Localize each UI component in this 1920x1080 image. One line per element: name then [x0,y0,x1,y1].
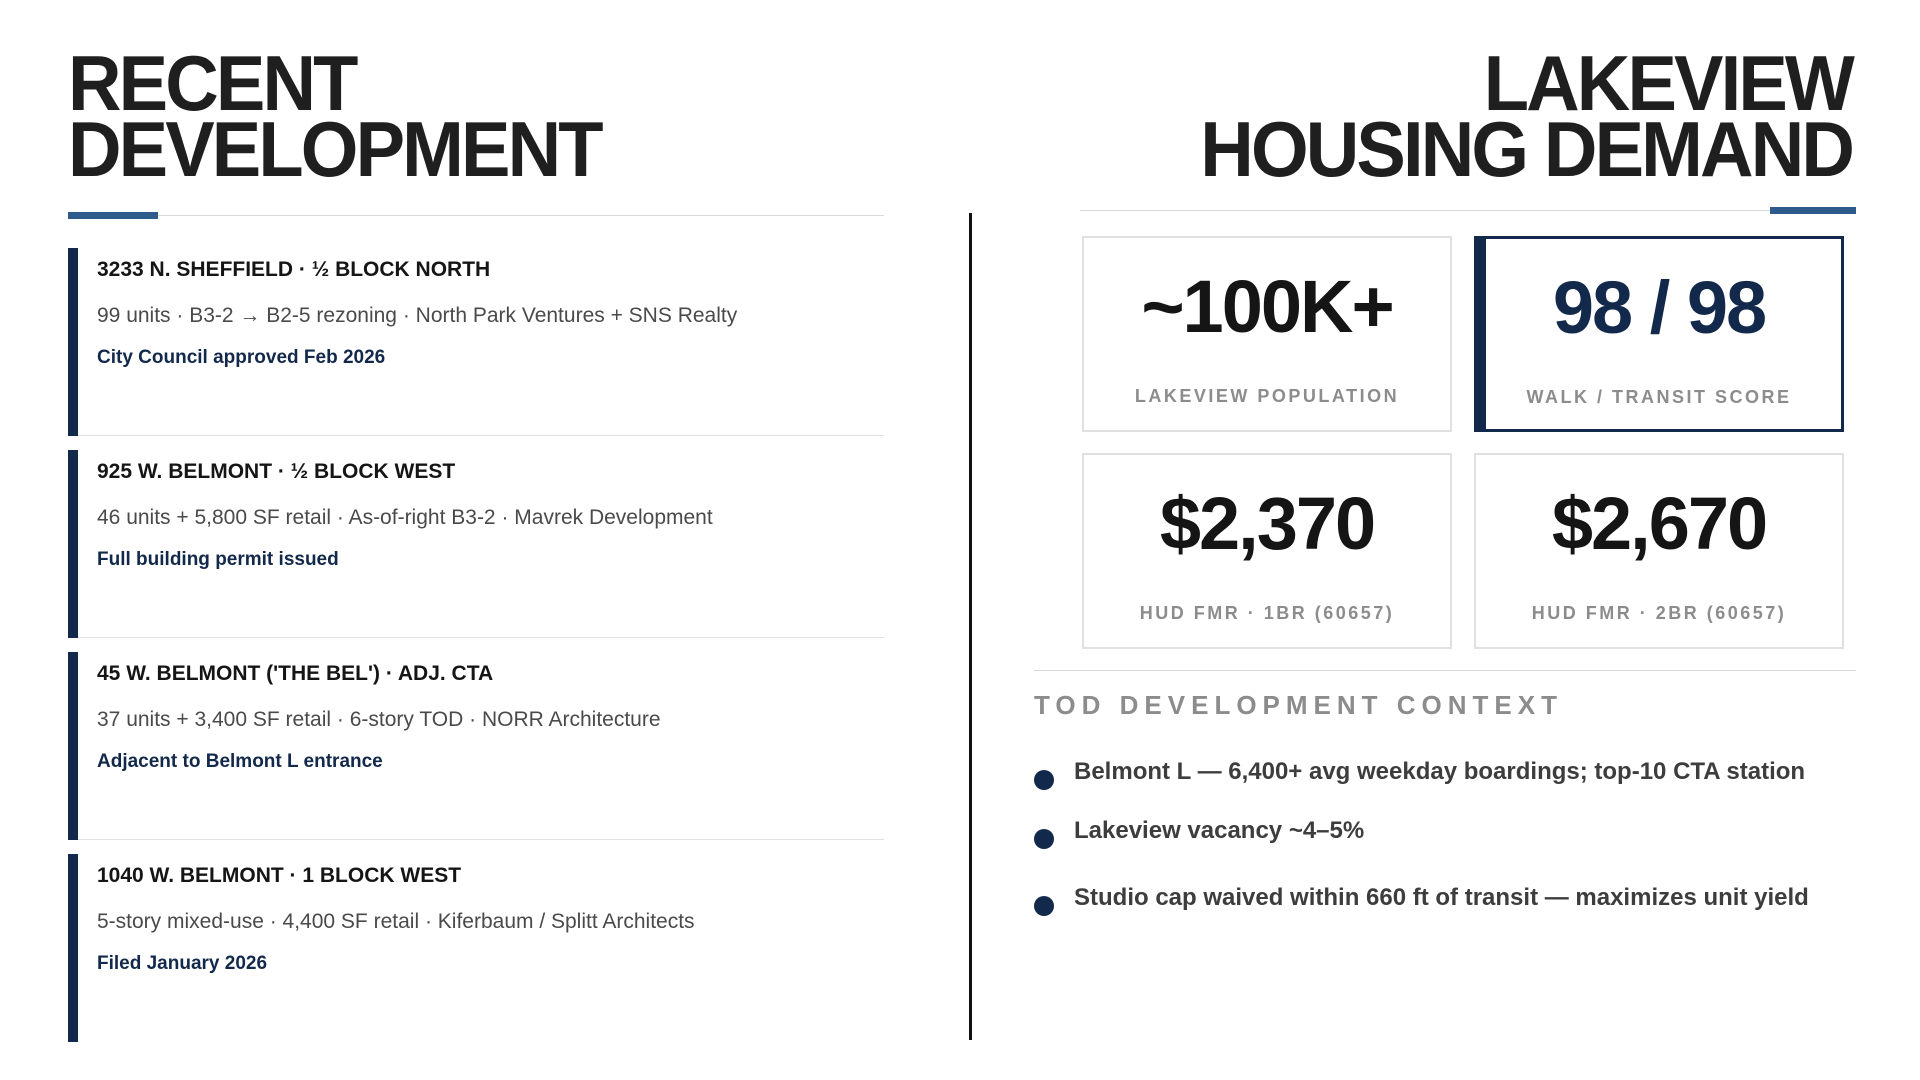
stat-card-population [1082,236,1452,432]
card-accent-bar [68,652,78,840]
right-title-accent [1770,207,1856,214]
stat-label: HUD FMR · 2BR (60657) [1531,603,1787,623]
development-card [68,450,884,638]
left-title-accent [68,212,158,219]
tod-context-heading: TOD DEVELOPMENT CONTEXT [1034,690,1563,720]
stat-card-walk-transit [1474,236,1844,432]
development-detail: 37 units + 3,400 SF retail · 6-story TOD · NORR Architecture [97,708,661,731]
card-separator [78,839,884,840]
stat-label: HUD FMR · 1BR (60657) [1139,603,1395,623]
card-separator [78,435,884,436]
bullet-dot-icon [1034,829,1054,849]
context-rule [1034,670,1856,671]
stat-value: ~100K+ [1141,265,1393,348]
column-divider [969,213,972,1040]
stat-value: $2,370 [1159,482,1375,565]
stat-value: $2,670 [1551,482,1767,565]
development-card [68,248,884,436]
stat-label: WALK / TRANSIT SCORE [1526,387,1792,407]
card-accent-bar [68,854,78,1042]
bullet-text: Belmont L — 6,400+ avg weekday boardings; top-10 CTA station [1074,758,1806,785]
development-heading: 45 W. BELMONT ('THE BEL') · ADJ. CTA [97,662,494,685]
development-heading: 3233 N. SHEFFIELD · ½ BLOCK NORTH [97,258,491,281]
development-detail: 5-story mixed-use · 4,400 SF retail · Kiferbaum / Splitt Architects [97,910,695,933]
card-separator [78,637,884,638]
bullet-text: Studio cap waived within 660 ft of transit — maximizes unit yield [1074,884,1809,911]
development-status: Adjacent to Belmont L entrance [97,751,383,772]
stat-card-fmr-1br [1082,453,1452,649]
title-line-2: DEVELOPMENT [68,105,601,193]
title-line-1: LAKEVIEW [1483,39,1852,127]
card-accent-bar [68,450,78,638]
development-card [68,652,884,840]
housing-demand-title [1200,39,1852,193]
stat-label: LAKEVIEW POPULATION [1134,386,1400,406]
stat-card-fmr-2br [1474,453,1844,649]
development-detail: 99 units · B3-2 → B2-5 rezoning · North Park Ventures + SNS Realty [97,304,738,327]
development-status: City Council approved Feb 2026 [97,347,386,368]
development-heading: 1040 W. BELMONT · 1 BLOCK WEST [97,864,462,887]
recent-development-title [68,39,601,193]
development-status: Full building permit issued [97,549,339,570]
title-line-2: HOUSING DEMAND [1200,105,1852,193]
title-line-1: RECENT [68,39,356,127]
development-status: Filed January 2026 [97,953,268,974]
development-heading: 925 W. BELMONT · ½ BLOCK WEST [97,460,456,483]
development-card [68,854,884,1042]
right-title-rule [1080,210,1856,211]
bullet-dot-icon [1034,770,1054,790]
left-title-rule [68,215,884,216]
card-accent-bar [68,248,78,436]
stat-value: 98 / 98 [1552,266,1766,349]
development-detail: 46 units + 5,800 SF retail · As-of-right B3-2 · Mavrek Development [97,506,713,529]
bullet-text: Lakeview vacancy ~4–5% [1074,817,1365,844]
bullet-dot-icon [1034,896,1054,916]
